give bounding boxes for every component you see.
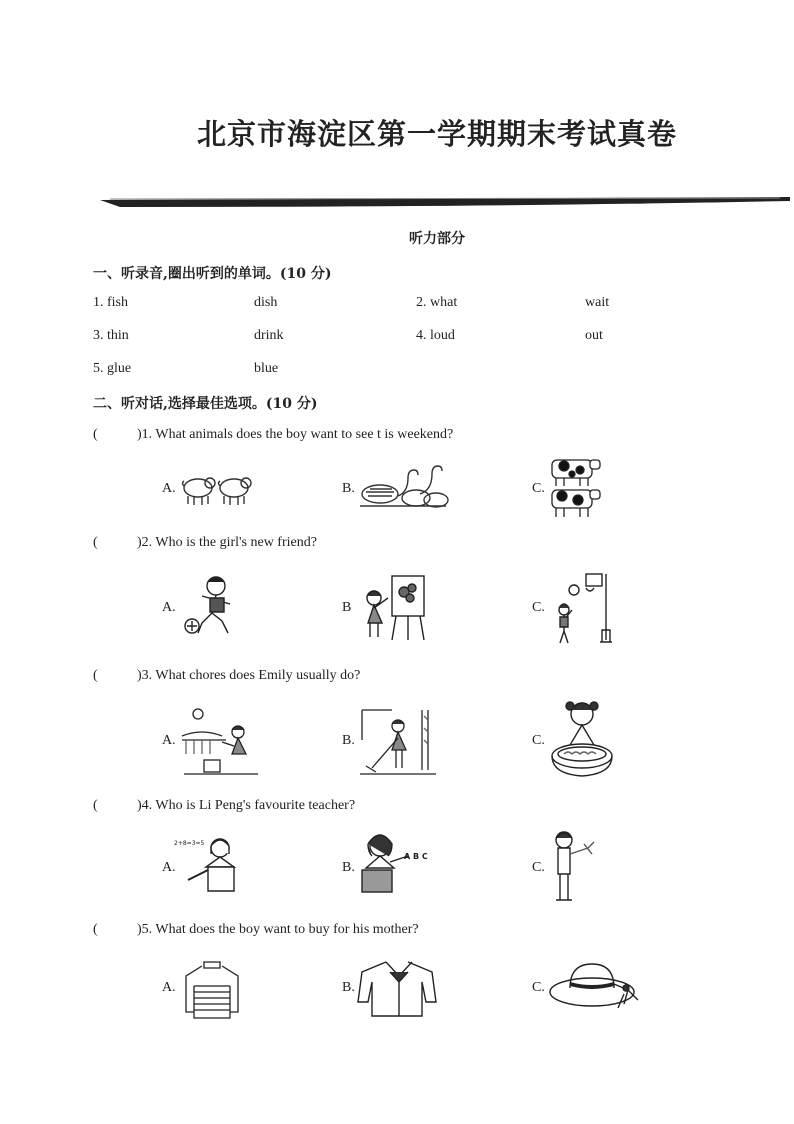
girl-painting-icon[interactable] (358, 572, 432, 642)
option-c-label[interactable]: C. (532, 600, 545, 615)
word-item[interactable]: dish (254, 295, 278, 310)
answer-blank[interactable]: ( (93, 668, 98, 683)
word-item[interactable]: blue (254, 361, 279, 376)
sweater-icon[interactable] (180, 958, 244, 1020)
cows-icon[interactable] (548, 456, 604, 520)
question-5: ( )5. What does the boy want to buy for his mother? (93, 922, 419, 937)
answer-blank[interactable]: ( (93, 922, 98, 937)
title-divider (100, 195, 790, 209)
word-item[interactable]: 4. loud (416, 328, 455, 343)
jacket-icon[interactable] (356, 958, 442, 1018)
art-teacher-icon[interactable] (548, 828, 602, 904)
option-c-label[interactable]: C. (532, 980, 545, 995)
option-b-label[interactable]: B. (342, 733, 355, 748)
boy-playing-football-icon[interactable] (180, 574, 246, 640)
answer-blank[interactable]: ( (93, 535, 98, 550)
math-board-text: 2+8=3=5 (174, 840, 205, 847)
exam-title: 北京市海淀区第一学期期末考试真卷 (196, 117, 677, 151)
answer-blank[interactable]: ( (93, 798, 98, 813)
answer-blank[interactable]: ( (93, 427, 98, 442)
abc-board-text: A B C (404, 852, 428, 861)
word-item[interactable]: 1. fish (93, 295, 128, 310)
option-b-label[interactable]: B. (342, 860, 355, 875)
part2-heading: 二、听对话,选择最佳选项。(10 分) (93, 396, 318, 412)
question-1: ( )1. What animals does the boy want to see t is weekend? (93, 427, 454, 442)
hat-icon[interactable] (546, 958, 646, 1014)
option-a-label[interactable]: A. (162, 481, 176, 496)
math-teacher-icon[interactable] (174, 830, 250, 894)
question-3: ( )3. What chores does Emily usually do? (93, 668, 361, 683)
part1-heading: 一、听录音,圈出听到的单词。(10 分) (93, 266, 332, 282)
word-item[interactable]: out (585, 328, 603, 343)
word-item[interactable]: 5. glue (93, 361, 132, 376)
option-a-label[interactable]: A. (162, 733, 176, 748)
watering-flowers-icon[interactable] (180, 706, 262, 778)
word-item[interactable]: wait (585, 295, 610, 310)
sweeping-floor-icon[interactable] (358, 706, 438, 778)
word-item[interactable]: 3. thin (93, 328, 129, 343)
listening-heading: 听力部分 (409, 231, 465, 247)
option-a-label[interactable]: A. (162, 980, 176, 995)
option-c-label[interactable]: C. (532, 733, 545, 748)
word-item[interactable]: drink (254, 328, 284, 343)
option-a-label[interactable]: A. (162, 860, 176, 875)
washing-clothes-icon[interactable] (546, 696, 618, 782)
option-b-label[interactable]: B. (342, 481, 355, 496)
girl-basketball-icon[interactable] (548, 570, 620, 648)
option-c-label[interactable]: C. (532, 860, 545, 875)
question-2: ( )2. Who is the girl's new friend? (93, 535, 317, 550)
english-teacher-icon[interactable] (356, 830, 448, 896)
word-item[interactable]: 2. what (416, 295, 458, 310)
option-b-label[interactable]: B. (342, 980, 355, 995)
geese-icon[interactable] (358, 462, 450, 510)
pigs-icon[interactable] (180, 466, 260, 508)
question-4: ( )4. Who is Li Peng's favourite teacher? (93, 798, 356, 813)
option-b-label[interactable]: B (342, 600, 352, 615)
option-a-label[interactable]: A. (162, 600, 176, 615)
option-c-label[interactable]: C. (532, 481, 545, 496)
